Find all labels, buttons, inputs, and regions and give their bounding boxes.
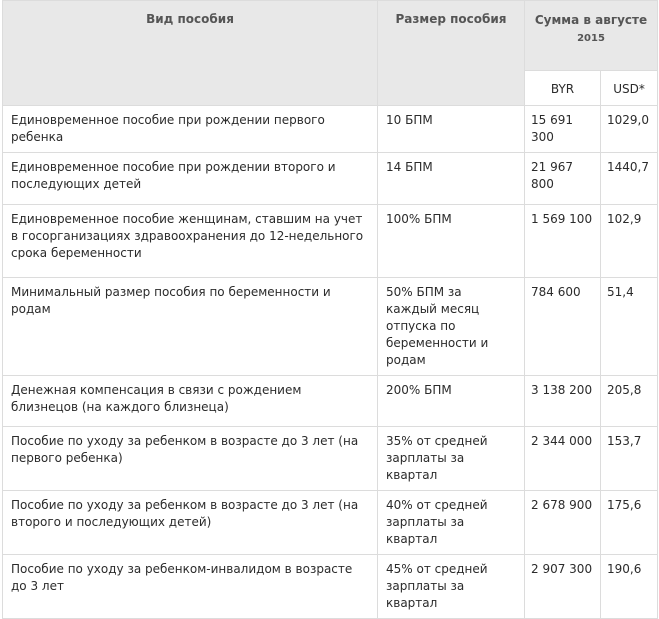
benefit-size-cell: 35% от средней зарплаты за квартал [378, 427, 525, 491]
table-row [3, 491, 658, 555]
table-row [3, 555, 658, 619]
sum-usd-cell: 51,4 [601, 278, 658, 376]
benefit-size-cell: 14 БПМ [378, 153, 525, 205]
sum-byr-cell: 15 691 300 [525, 106, 601, 153]
sum-byr-cell: 784 600 [525, 278, 601, 376]
sum-usd-cell: 102,9 [601, 205, 658, 278]
table-row [3, 153, 658, 205]
sum-usd-cell: 1029,0 [601, 106, 658, 153]
header-benefit-size: Размер пособия [378, 1, 525, 106]
benefit-type-cell: Единовременное пособие при рождении второго и последующих детей [3, 153, 378, 205]
benefit-size-cell: 10 БПМ [378, 106, 525, 153]
table-row [3, 278, 658, 376]
header-usd: USD* [601, 70, 658, 105]
header-sum-label: Сумма в августе [534, 13, 648, 27]
benefit-type-cell: Пособие по уходу за ребенком в возрасте до 3 лет (на первого ребенка) [3, 427, 378, 491]
sum-usd-cell: 205,8 [601, 376, 658, 427]
header-byr: BYR [525, 70, 601, 105]
sum-usd-cell: 190,6 [601, 555, 658, 619]
header-benefit-type: Вид пособия [3, 1, 378, 106]
benefit-size-cell: 45% от средней зарплаты за квартал [378, 555, 525, 619]
sum-byr-cell: 3 138 200 [525, 376, 601, 427]
sum-usd-cell: 1440,7 [601, 153, 658, 205]
benefit-type-cell: Минимальный размер пособия по беременности и родам [3, 278, 378, 376]
sum-usd-cell: 175,6 [601, 491, 658, 555]
benefit-type-cell: Пособие по уходу за ребенком в возрасте до 3 лет (на второго и последующих детей) [3, 491, 378, 555]
benefit-type-cell: Единовременное пособие женщинам, ставшим на учет в госорганизациях здравоохранения до 12-недельного срока беременности [3, 205, 378, 278]
benefit-type-cell: Единовременное пособие при рождении первого ребенка [3, 106, 378, 153]
header-sum-august [525, 1, 658, 71]
sum-byr-cell: 1 569 100 [525, 205, 601, 278]
sum-byr-cell: 21 967 800 [525, 153, 601, 205]
header-row [3, 1, 658, 71]
table-row [3, 376, 658, 427]
table-row [3, 427, 658, 491]
benefit-size-cell: 50% БПМ за каждый месяц отпуска по беременности и родам [378, 278, 525, 376]
sum-byr-cell: 2 907 300 [525, 555, 601, 619]
sum-byr-cell: 2 678 900 [525, 491, 601, 555]
table-row [3, 205, 658, 278]
benefit-size-cell: 100% БПМ [378, 205, 525, 278]
benefit-type-cell: Пособие по уходу за ребенком-инвалидом в возрасте до 3 лет [3, 555, 378, 619]
benefit-size-cell: 200% БПМ [378, 376, 525, 427]
header-sum-year: 2015 [577, 33, 605, 44]
table-row [3, 106, 658, 153]
benefits-table [2, 0, 658, 619]
sum-usd-cell: 153,7 [601, 427, 658, 491]
benefit-size-cell: 40% от средней зарплаты за квартал [378, 491, 525, 555]
sum-byr-cell: 2 344 000 [525, 427, 601, 491]
benefit-type-cell: Денежная компенсация в связи с рождением близнецов (на каждого близнеца) [3, 376, 378, 427]
